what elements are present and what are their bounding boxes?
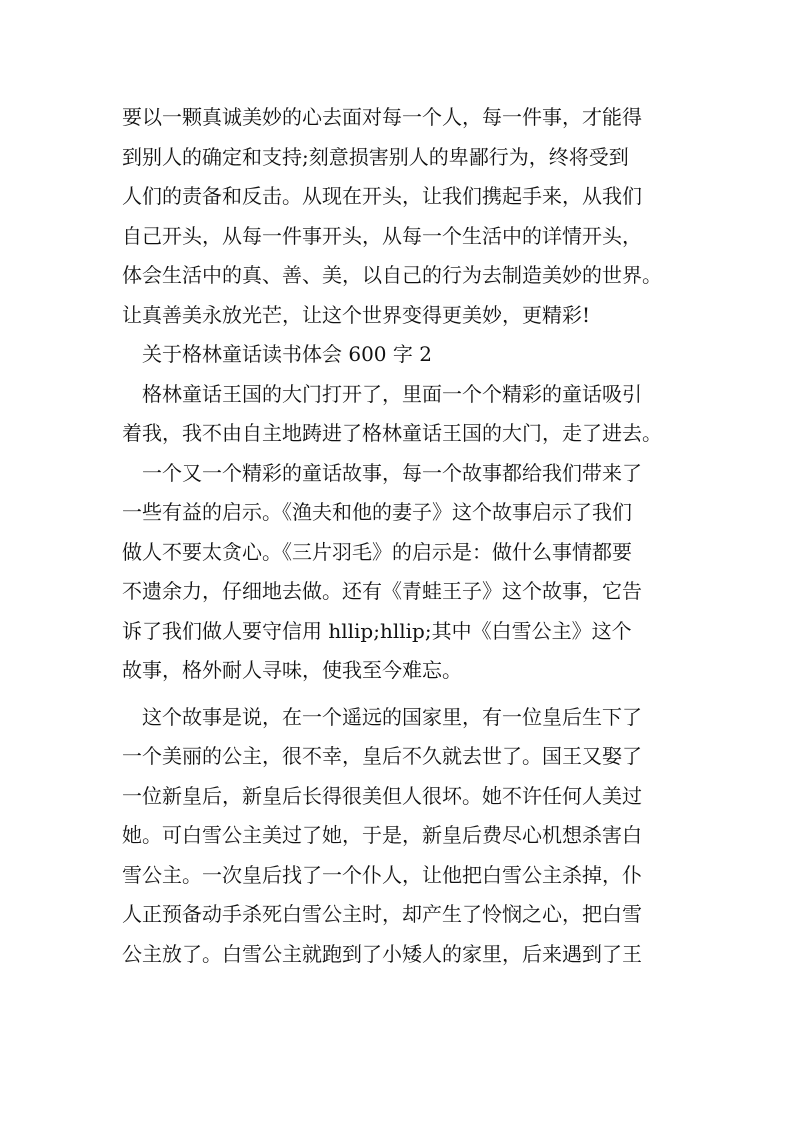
paragraph-line: 一个又一个精彩的童话故事，每一个故事都给我们带来了 <box>142 460 642 485</box>
section-heading: 关于格林童话读书体会 600 字 2 <box>142 342 432 366</box>
document-body <box>122 98 676 974</box>
paragraph-line: 到别人的确定和支持;刻意损害别人的卑鄙行为，终将受到 <box>122 144 629 169</box>
paragraph-line: 诉了我们做人要守信用 hllip;hllip;其中《白雪公主》这个 <box>122 618 632 643</box>
paragraph-line: 故事，格外耐人寻味，使我至今难忘。 <box>122 658 462 682</box>
paragraph-line: 着我，我不由自主地踌进了格林童话王国的大门，走了进去。 <box>122 421 662 445</box>
paragraph-line: 一些有益的启示。《渔夫和他的妻子》这个故事启示了我们 <box>122 500 632 524</box>
paragraph-line: 一个美丽的公主，很不幸，皇后不久就去世了。国王又娶了 <box>122 744 642 768</box>
paragraph-line: 做人不要太贪心。《三片羽毛》的启示是：做什么事情都要 <box>122 539 632 564</box>
paragraph-line: 让真善美永放光芒，让这个世界变得更美妙，更精彩! <box>122 302 591 327</box>
paragraph-line: 公主放了。白雪公主就跑到了小矮人的家里，后来遇到了王 <box>122 941 642 966</box>
paragraph-line: 人们的责备和反击。从现在开头，让我们携起手来，从我们 <box>122 184 642 208</box>
paragraph-line: 她。可白雪公主美过了她，于是，新皇后费尽心机想杀害白 <box>122 823 642 847</box>
paragraph-line: 自己开头，从每一件事开头，从每一个生活中的详情开头， <box>122 223 642 248</box>
paragraph-line: 这个故事是说，在一个遥远的国家里，有一位皇后生下了 <box>142 704 642 729</box>
paragraph-line: 雪公主。一次皇后找了一个仆人，让他把白雪公主杀掉，仆 <box>122 862 642 887</box>
paragraph-line: 人正预备动手杀死白雪公主时，却产生了怜悯之心，把白雪 <box>122 902 642 926</box>
paragraph-line: 不遗余力，仔细地去做。还有《青蛙王子》这个故事，它告 <box>122 579 642 603</box>
paragraph-line: 一位新皇后，新皇后长得很美但人很坏。她不许任何人美过 <box>122 783 642 808</box>
paragraph-line: 体会生活中的真、善、美，以自己的行为去制造美妙的世界。 <box>122 263 662 287</box>
paragraph-line: 要以一颗真诚美妙的心去面对每一个人，每一件事，才能得 <box>122 105 642 129</box>
paragraph-line: 格林童话王国的大门打开了，里面一个个精彩的童话吸引 <box>142 381 642 406</box>
